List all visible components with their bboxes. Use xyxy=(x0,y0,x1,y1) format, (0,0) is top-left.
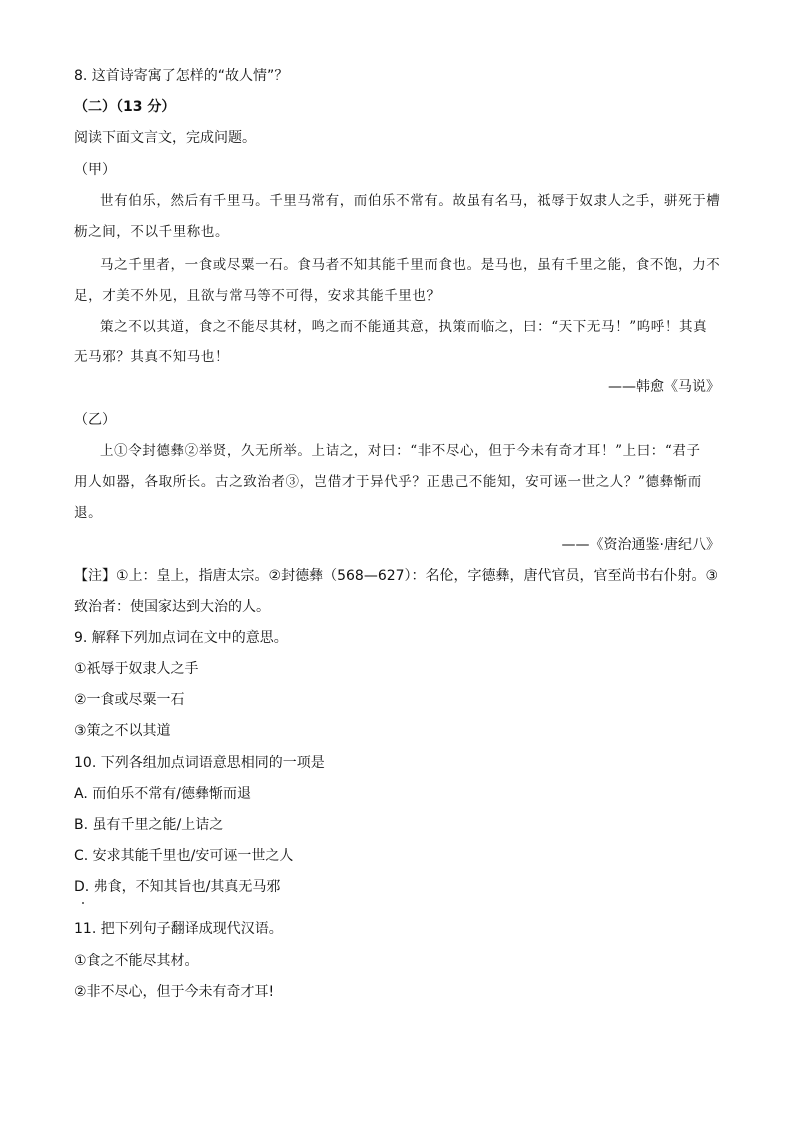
question-10-option-c: C. 安求其能千里也/安可诬一世之人 xyxy=(74,848,294,864)
emphasis-dot xyxy=(82,902,84,904)
passage-jia-p2-line2: 足，才美不外见，且欲与常马等不可得，安求其能千里也？ xyxy=(74,288,441,304)
question-10-option-d: D. 弗食，不知其旨也/其真无马邪 xyxy=(74,879,281,895)
question-11-item-2: ②非不尽心，但于今未有奇才耳! xyxy=(74,984,275,1000)
reading-instruction: 阅读下面文言文，完成问题。 xyxy=(74,130,256,146)
question-10-option-b: B. 虽有千里之能/上诘之 xyxy=(74,817,224,833)
passage-jia-p3-line2: 无马邪？其真不知马也！ xyxy=(74,349,230,365)
passage-jia-p3-line1: 策之不以其道，食之不能尽其材，鸣之而不能通其意，执策而临之，曰：“天下无马！”呜呼！其真 xyxy=(100,319,708,335)
question-9-item-3: ③策之不以其道 xyxy=(74,723,171,739)
note-line1: 【注】①上：皇上，指唐太宗。②封德彝（568—627）：名伦，字德彝，唐代官员，官至尚书右仆射。③ xyxy=(74,568,719,584)
passage-jia-label: （甲） xyxy=(74,162,116,178)
passage-yi-label: （乙） xyxy=(74,412,116,428)
passage-yi-line1: 上①令封德彝②举贤，久无所举。上诘之，对曰：“非不尽心，但于今未有奇才耳！”上曰：“君子 xyxy=(100,443,701,459)
passage-jia-source: ——韩愈《马说》 xyxy=(608,379,720,395)
passage-jia-p1-line1: 世有伯乐，然后有千里马。千里马常有，而伯乐不常有。故虽有名马，祗辱于奴隶人之手，骈死于槽 xyxy=(100,193,721,209)
passage-yi-line2: 用人如器，各取所长。古之致治者③，岂借才于异代乎？正患己不能知，安可诬一世之人？”德彝惭而 xyxy=(74,474,702,490)
passage-yi-source: ——《资治通鉴·唐纪八》 xyxy=(561,537,720,553)
question-11: 11. 把下列句子翻译成现代汉语。 xyxy=(74,921,283,937)
question-8: 8. 这首诗寄寓了怎样的“故人情”？ xyxy=(74,68,289,84)
question-9-item-2: ②一食或尽粟一石 xyxy=(74,692,185,708)
question-9-item-1: ①祇辱于奴隶人之手 xyxy=(74,661,199,677)
question-11-item-1: ①食之不能尽其材。 xyxy=(74,953,199,969)
section-2-header: （二）（13 分） xyxy=(74,99,176,115)
question-10-option-a: A. 而伯乐不常有/德彝惭而退 xyxy=(74,786,251,802)
question-10: 10. 下列各组加点词语意思相同的一项是 xyxy=(74,755,325,771)
passage-yi-line3: 退。 xyxy=(74,505,103,521)
passage-jia-p1-line2: 枥之间，不以千里称也。 xyxy=(74,224,230,240)
note-line2: 致治者：使国家达到大治的人。 xyxy=(74,599,270,615)
question-9: 9. 解释下列加点词在文中的意思。 xyxy=(74,630,288,646)
passage-jia-p2-line1: 马之千里者，一食或尽粟一石。食马者不知其能千里而食也。是马也，虽有千里之能，食不饱，力不 xyxy=(100,257,721,273)
